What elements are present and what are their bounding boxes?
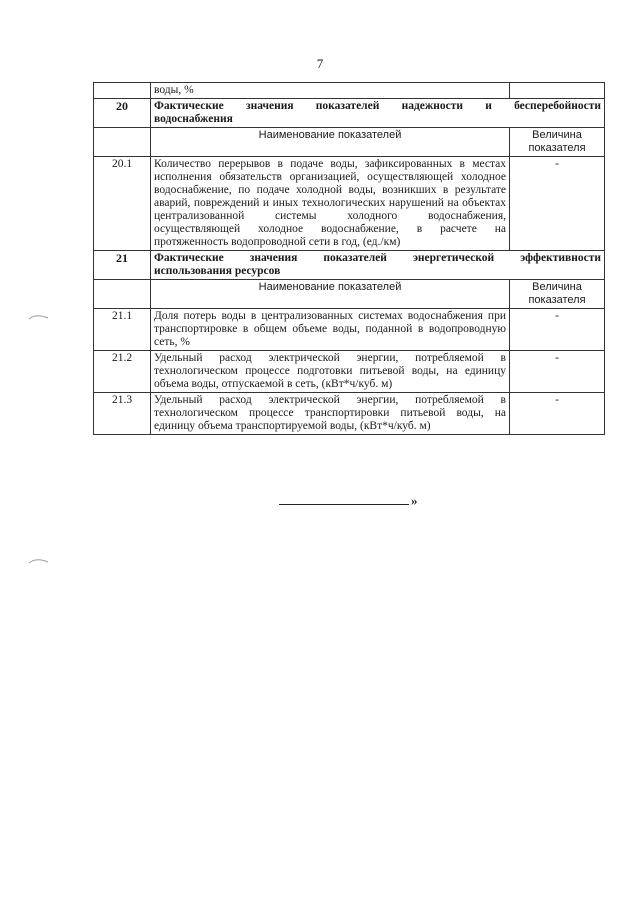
table-row — [94, 309, 605, 351]
closing-quote: » — [411, 493, 418, 508]
column-header-name: Наименование показателей — [151, 128, 510, 157]
scan-mark-icon — [28, 312, 50, 322]
column-header-row — [94, 128, 605, 157]
section-title — [151, 99, 605, 128]
page-number: 7 — [316, 56, 324, 71]
column-header-value: Величина показателя — [510, 280, 605, 309]
cell-continued-text: воды, % — [151, 83, 510, 99]
section-title — [151, 251, 605, 280]
cell-number-empty — [94, 83, 151, 99]
row-number: 21.2 — [94, 351, 151, 393]
table-row — [94, 351, 605, 393]
section-title-row — [94, 99, 605, 128]
table-row — [94, 393, 605, 435]
table-row — [94, 157, 605, 251]
section-title-row — [94, 251, 605, 280]
row-text: Удельный расход электрической энергии, потребляемой в технологическом процессе транспортировки питьевой воды, на единицу объема транспортируемой воды, (кВт*ч/куб. м) — [151, 393, 510, 435]
row-number: 20.1 — [94, 157, 151, 251]
scan-mark-icon — [28, 556, 50, 566]
section-number: 20 — [94, 99, 151, 128]
section-title-line1: Фактические значения показателей энергетической эффективности — [154, 252, 601, 264]
signature-line — [279, 504, 409, 505]
row-value: - — [510, 309, 605, 351]
section-number: 21 — [94, 251, 151, 280]
section-title-line2: водоснабжения — [154, 113, 233, 125]
row-text: Удельный расход электрической энергии, потребляемой в технологическом процессе подготовки питьевой воды, на единицу объема воды, отпускаемой в сеть, (кВт*ч/куб. м) — [151, 351, 510, 393]
cell-continued-value — [510, 83, 605, 99]
row-value: - — [510, 351, 605, 393]
section-title-line1: Фактические значения показателей надежности и бесперебойности — [154, 100, 601, 112]
row-text: Доля потерь воды в централизованных системах водоснабжения при транспортировке в общем объеме воды, поданной в водопроводную сеть, % — [151, 309, 510, 351]
cell-header-empty — [94, 128, 151, 157]
table-row-continued — [94, 83, 605, 99]
row-value: - — [510, 157, 605, 251]
column-header-name: Наименование показателей — [151, 280, 510, 309]
row-value: - — [510, 393, 605, 435]
section-title-line2: использования ресурсов — [154, 265, 281, 277]
row-number: 21.1 — [94, 309, 151, 351]
row-number: 21.3 — [94, 393, 151, 435]
row-text: Количество перерывов в подаче воды, зафиксированных в местах исполнения обязательств организацией, осуществляющей холодное водоснабжение, по подаче холодной воды, возникших в результате аварий, повреждений и иных технологических нарушений на объектах централизованной системы холодного водоснабжения, осуществляющей холодное водоснабжение, в расчете на протяженность водопроводной сети в год, (ед./км) — [151, 157, 510, 251]
cell-header-empty — [94, 280, 151, 309]
indicators-table — [93, 82, 605, 435]
column-header-row — [94, 280, 605, 309]
column-header-value: Величина показателя — [510, 128, 605, 157]
